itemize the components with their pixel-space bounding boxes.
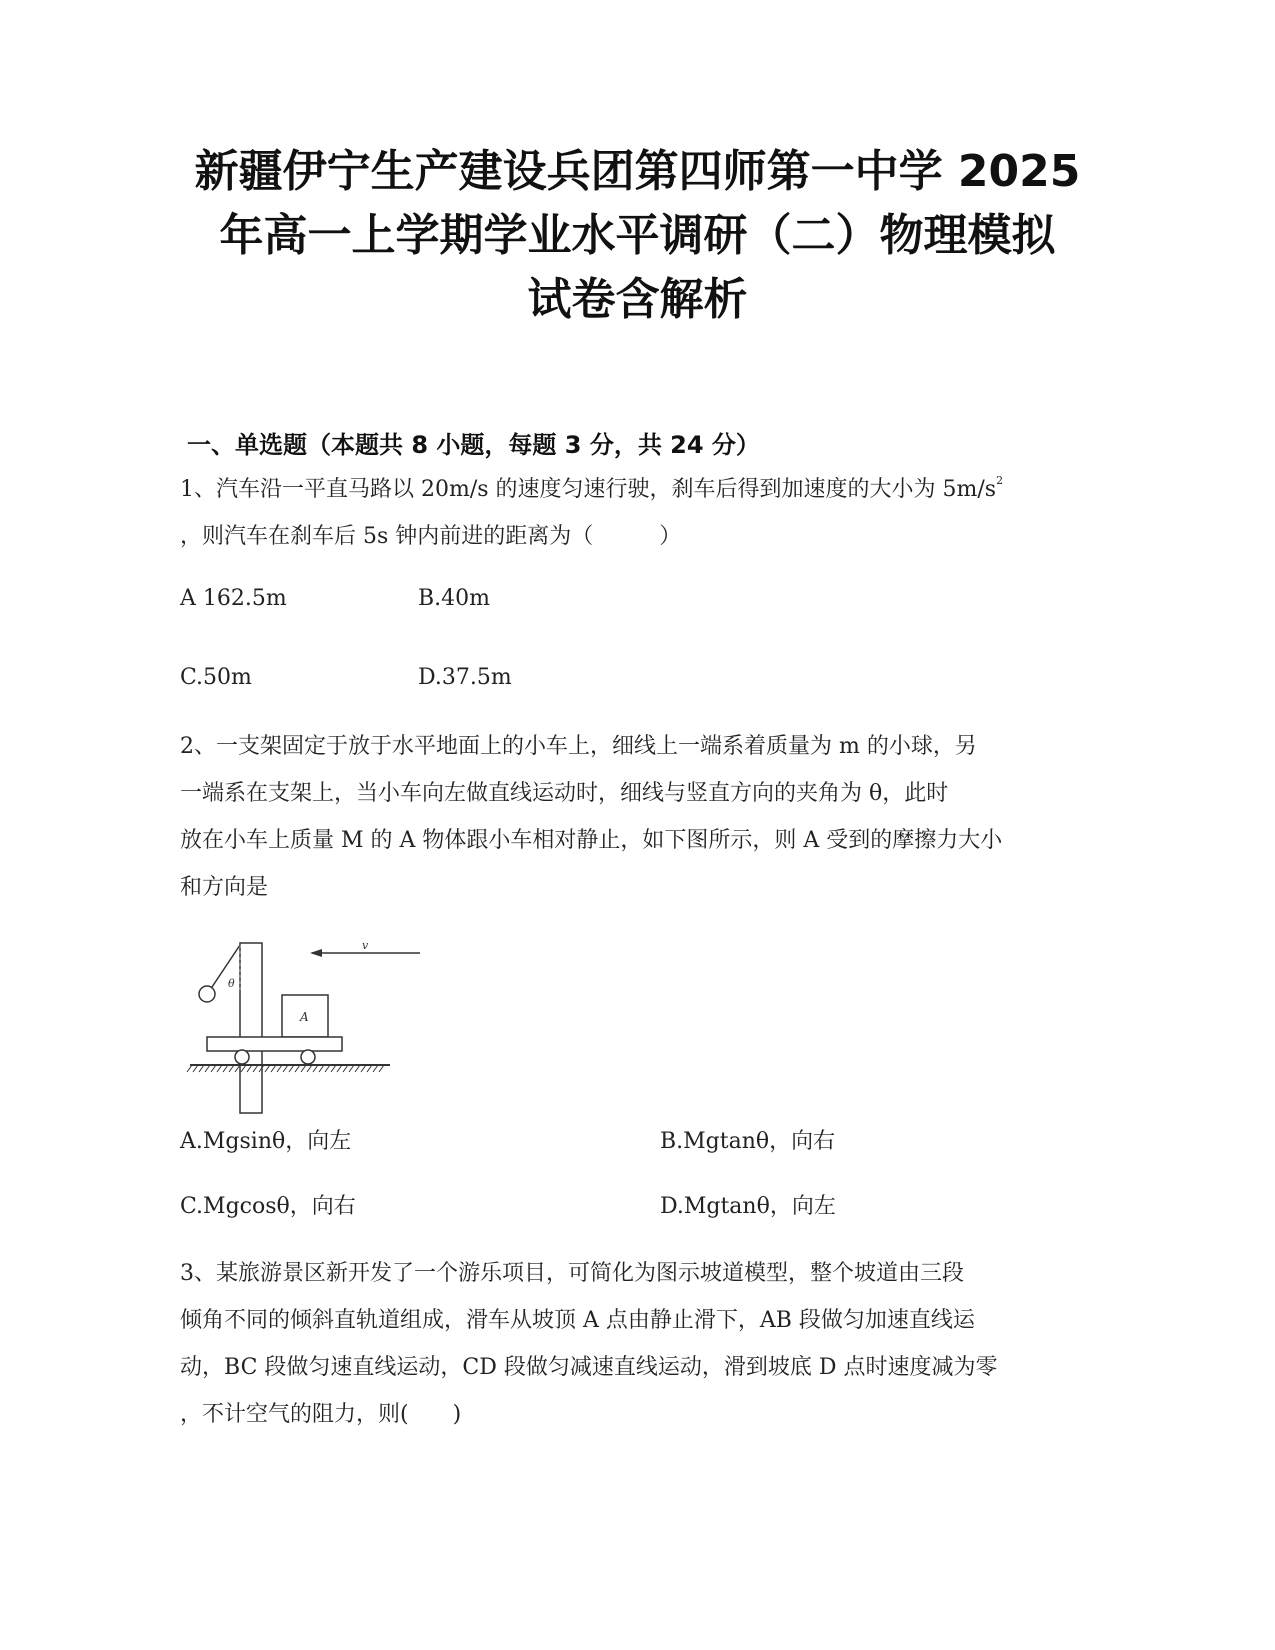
- ground-hatch-mark: [205, 1065, 210, 1072]
- ground-hatch-mark: [217, 1065, 222, 1072]
- pendulum-string: [210, 945, 240, 990]
- q3-stem-line-1: 3、某旅游景区新开发了一个游乐项目，可简化为图示坡道模型，整个坡道由三段: [180, 1261, 964, 1286]
- ground-hatch-mark: [187, 1065, 192, 1072]
- velocity-arrow-head: [310, 949, 322, 957]
- ground-hatch-mark: [373, 1065, 378, 1072]
- ground-hatch-mark: [223, 1065, 228, 1072]
- q1-stem-text: 1、汽车沿一平直马路以 20m/s 的速度匀速行驶，刹车后得到加速度的大小为 5m/s: [180, 477, 997, 502]
- q2-stem-line-3: 放在小车上质量 M 的 A 物体跟小车相对静止，如下图所示，则 A 受到的摩擦力大小: [180, 828, 1003, 853]
- ground-hatching: [187, 1065, 384, 1072]
- ground-hatch-mark: [295, 1065, 300, 1072]
- ground-hatch-mark: [199, 1065, 204, 1072]
- ground-hatch-mark: [337, 1065, 342, 1072]
- ground-hatch-mark: [307, 1065, 312, 1072]
- doc-title-line-2: 年高一上学期学业水平调研（二）物理模拟: [219, 210, 1056, 261]
- ground-hatch-mark: [331, 1065, 336, 1072]
- ground-hatch-mark: [343, 1065, 348, 1072]
- doc-title-line-1: 新疆伊宁生产建设兵团第四师第一中学 2025: [194, 146, 1081, 197]
- q2-option-a: A.Mgsinθ，向左: [180, 1129, 352, 1154]
- q1-stem-line-2: ，则汽车在刹车后 5s 钟内前进的距离为（ ）: [180, 524, 682, 549]
- ground-hatch-mark: [367, 1065, 372, 1072]
- ground-hatch-mark: [271, 1065, 276, 1072]
- q1-stem-line-1: [180, 472, 1003, 503]
- q1-option-c: C.50m: [180, 665, 252, 690]
- ground-hatch-mark: [289, 1065, 294, 1072]
- ground-hatch-mark: [313, 1065, 318, 1072]
- block-a-label: A: [300, 1010, 309, 1024]
- q1-exponent: 2: [996, 474, 1004, 487]
- section-heading-single-choice: 一、单选题（本题共 8 小题，每题 3 分，共 24 分）: [187, 431, 760, 459]
- q2-option-c: C.Mgcosθ，向右: [180, 1194, 356, 1219]
- pendulum-ball: [199, 986, 215, 1002]
- doc-title-line-3: 试卷含解析: [527, 274, 748, 325]
- velocity-label: v: [362, 939, 369, 952]
- ground-hatch-mark: [355, 1065, 360, 1072]
- q1-option-d: D.37.5m: [418, 665, 512, 690]
- q3-stem-line-4: ，不计空气的阻力，则( ): [180, 1402, 462, 1427]
- ground-hatch-mark: [193, 1065, 198, 1072]
- angle-label: θ: [228, 977, 235, 990]
- cart-wheel-left: [235, 1050, 249, 1064]
- ground-hatch-mark: [349, 1065, 354, 1072]
- q2-option-b: B.Mgtanθ，向右: [660, 1129, 836, 1154]
- ground-hatch-mark: [325, 1065, 330, 1072]
- ground-hatch-mark: [379, 1065, 384, 1072]
- q1-option-b: B.40m: [418, 586, 491, 611]
- q2-stem-line-1: 2、一支架固定于放于水平地面上的小车上，细线上一端系着质量为 m 的小球，另: [180, 734, 977, 759]
- cart-wheel-right: [301, 1050, 315, 1064]
- ground-hatch-mark: [277, 1065, 282, 1072]
- q1-option-a: A 162.5m: [180, 586, 287, 611]
- q2-option-d: D.Mgtanθ，向左: [660, 1194, 836, 1219]
- ground-hatch-mark: [319, 1065, 324, 1072]
- q3-stem-line-2: 倾角不同的倾斜直轨道组成，滑车从坡顶 A 点由静止滑下，AB 段做匀加速直线运: [180, 1308, 975, 1333]
- ground-hatch-mark: [361, 1065, 366, 1072]
- ground-hatch-mark: [229, 1065, 234, 1072]
- q2-stem-line-2: 一端系在支架上，当小车向左做直线运动时，细线与竖直方向的夹角为 θ，此时: [180, 781, 949, 806]
- ground-hatch-mark: [301, 1065, 306, 1072]
- ground-hatch-mark: [265, 1065, 270, 1072]
- ground-hatch-mark: [283, 1065, 288, 1072]
- cart-platform: [207, 1037, 342, 1051]
- cart-pendulum-figure: [190, 939, 450, 1125]
- q3-stem-line-3: 动，BC 段做匀速直线运动，CD 段做匀减速直线运动，滑到坡底 D 点时速度减为零: [180, 1355, 998, 1380]
- support-pole: [240, 943, 262, 1113]
- q2-stem-line-4: 和方向是: [180, 875, 269, 900]
- ground-hatch-mark: [211, 1065, 216, 1072]
